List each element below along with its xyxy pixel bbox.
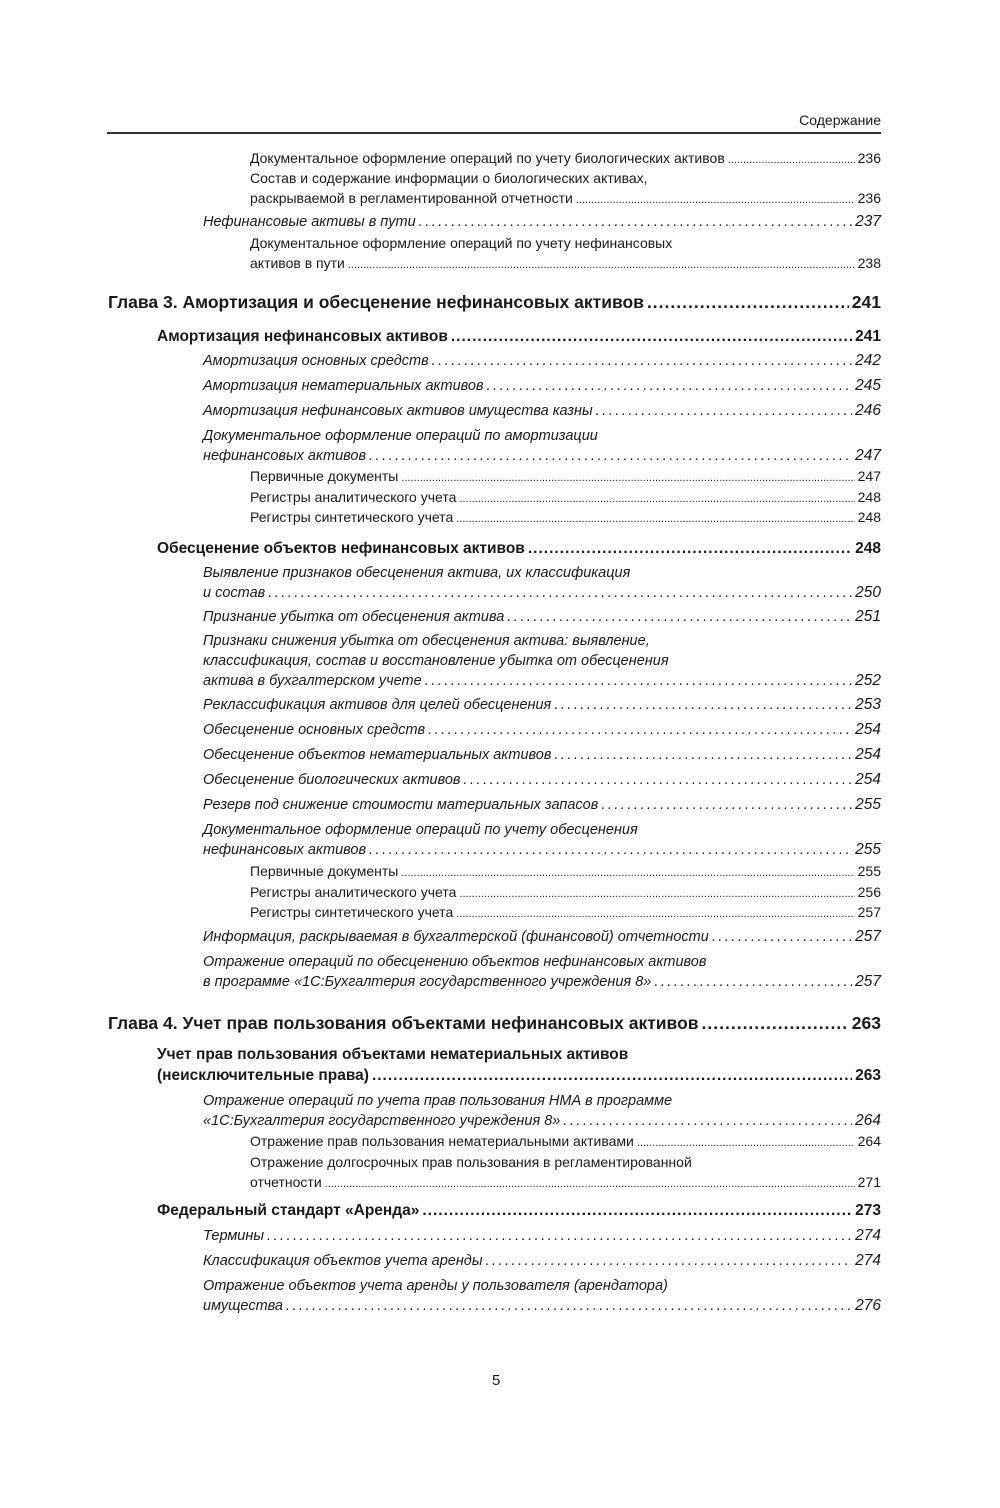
entry-title: Состав и содержание информации о биологических активах, xyxy=(250,170,648,186)
entry-title: и состав xyxy=(203,585,266,601)
entry-page: 274 xyxy=(855,1252,881,1269)
toc-section xyxy=(157,1200,881,1221)
dot-leader xyxy=(487,376,853,396)
toc-item xyxy=(250,902,881,922)
entry-title: Регистры аналитического учета xyxy=(250,884,457,900)
running-header: Содержание xyxy=(799,112,881,128)
toc-item xyxy=(250,507,881,527)
entry-line xyxy=(203,972,881,992)
toc-subsection xyxy=(203,212,881,232)
entry-title: Термины xyxy=(203,1228,264,1244)
entry-page: 236 xyxy=(857,150,881,166)
entry-line xyxy=(203,1091,881,1111)
entry-line xyxy=(203,631,881,651)
entry-title: актива в бухгалтерском учете xyxy=(203,673,422,689)
entry-title: Документальное оформление операций по учету биологических активов xyxy=(250,150,725,166)
dot-leader xyxy=(576,188,855,208)
entry-title: Отражение операций по учета прав пользования НМА в программе xyxy=(203,1093,673,1109)
entry-page: 276 xyxy=(855,1297,881,1314)
entry-line xyxy=(157,326,881,347)
entry-title: Нефинансовые активы в пути xyxy=(203,214,416,230)
header-rule xyxy=(107,132,881,134)
dot-leader xyxy=(348,253,855,273)
entry-title: в программе «1С:Бухгалтерия государственного учреждения 8» xyxy=(203,974,652,990)
entry-line xyxy=(250,233,881,253)
toc-subsection xyxy=(203,770,881,790)
entry-line xyxy=(250,253,881,273)
entry-title: Документальное оформление операций по учету нефинансовых xyxy=(250,235,673,251)
entry-line xyxy=(203,446,881,466)
dot-leader xyxy=(401,466,854,486)
toc-subsection xyxy=(203,952,881,992)
dot-leader xyxy=(596,401,852,421)
toc-subsection xyxy=(203,351,881,371)
dot-leader xyxy=(507,607,852,627)
entry-title: Выявление признаков обесценения актива, их классификация xyxy=(203,565,631,581)
entry-title: Классификация объектов учета аренды xyxy=(203,1253,483,1269)
entry-line xyxy=(203,583,881,603)
toc-subsection xyxy=(203,426,881,466)
toc-subsection xyxy=(203,1226,881,1246)
entry-page: 242 xyxy=(855,352,881,369)
dot-leader xyxy=(369,840,852,860)
dot-leader xyxy=(464,770,853,790)
entry-title: Обесценение биологических активов xyxy=(203,772,461,788)
entry-title: Отражение прав пользования нематериальными активами xyxy=(250,1133,634,1149)
entry-line xyxy=(203,212,881,232)
entry-page: 255 xyxy=(855,841,881,858)
toc-item xyxy=(250,1131,881,1151)
entry-page: 254 xyxy=(855,721,881,738)
entry-page: 264 xyxy=(855,1112,881,1129)
toc-item xyxy=(250,861,881,881)
dot-leader xyxy=(267,1226,852,1246)
entry-page: 254 xyxy=(855,771,881,788)
entry-line xyxy=(250,487,881,507)
entry-line xyxy=(203,1296,881,1316)
entry-page: 256 xyxy=(857,884,881,900)
dot-leader xyxy=(372,1065,852,1086)
entry-title: Документальное оформление операций по учету обесценения xyxy=(203,822,638,838)
entry-page: 271 xyxy=(857,1174,881,1190)
entry-title: Признаки снижения убытка от обесценения актива: выявление, xyxy=(203,633,650,649)
toc-item xyxy=(250,466,881,486)
entry-page: 250 xyxy=(855,584,881,601)
entry-page: 236 xyxy=(857,190,881,206)
dot-leader xyxy=(459,882,854,902)
toc-subsection xyxy=(203,927,881,947)
entry-page: 251 xyxy=(855,608,881,625)
entry-line xyxy=(203,651,881,671)
dot-leader xyxy=(401,861,854,881)
entry-page: 257 xyxy=(855,928,881,945)
entry-page: 274 xyxy=(855,1227,881,1244)
entry-line xyxy=(250,1131,881,1151)
toc-subsection xyxy=(203,563,881,603)
entry-line xyxy=(203,745,881,765)
entry-title: Амортизация нематериальных активов xyxy=(203,378,484,394)
entry-line xyxy=(203,952,881,972)
toc-section xyxy=(157,1044,881,1086)
page-number: 5 xyxy=(492,1372,501,1389)
entry-title: Резерв под снижение стоимости материальных запасов xyxy=(203,797,599,813)
entry-line xyxy=(203,671,881,691)
entry-title: Обесценение основных средств xyxy=(203,722,426,738)
entry-title: Реклассификация активов для целей обесценения xyxy=(203,697,552,713)
entry-line xyxy=(250,1152,881,1172)
entry-line xyxy=(203,563,881,583)
toc-chapter xyxy=(108,1011,881,1035)
toc-subsection xyxy=(203,1251,881,1271)
entry-title: Отражение долгосрочных прав пользования в регламентированной xyxy=(250,1154,692,1170)
entry-title: (неисключительные права) xyxy=(157,1067,369,1084)
entry-line xyxy=(157,1065,881,1086)
entry-page: 257 xyxy=(855,973,881,990)
toc-item xyxy=(250,233,881,273)
entry-line xyxy=(250,902,881,922)
entry-line xyxy=(203,1251,881,1271)
entry-page: 237 xyxy=(855,213,881,230)
entry-page: 248 xyxy=(855,540,881,557)
entry-page: 246 xyxy=(855,402,881,419)
entry-line xyxy=(203,401,881,421)
entry-line xyxy=(250,148,881,168)
toc-item xyxy=(250,882,881,902)
dot-leader xyxy=(325,1172,855,1192)
entry-line xyxy=(203,1111,881,1131)
entry-title: Федеральный стандарт «Аренда» xyxy=(157,1202,420,1219)
toc-subsection xyxy=(203,820,881,860)
toc-subsection xyxy=(203,745,881,765)
dot-leader xyxy=(486,1251,853,1271)
dot-leader xyxy=(286,1296,852,1316)
entry-title: Отражение объектов учета аренды у пользователя (арендатора) xyxy=(203,1278,668,1294)
entry-title: Документальное оформление операций по амортизации xyxy=(203,428,598,444)
dot-leader xyxy=(702,1011,849,1035)
dot-leader xyxy=(647,290,849,314)
toc-item xyxy=(250,148,881,168)
dot-leader xyxy=(456,902,854,922)
entry-page: 263 xyxy=(855,1067,881,1084)
dot-leader xyxy=(268,583,852,603)
toc-subsection xyxy=(203,376,881,396)
dot-leader xyxy=(528,538,852,559)
toc-subsection xyxy=(203,401,881,421)
entry-page: 255 xyxy=(857,863,881,879)
entry-title: Первичные документы xyxy=(250,863,399,879)
entry-page: 254 xyxy=(855,746,881,763)
entry-page: 247 xyxy=(855,447,881,464)
entry-page: 241 xyxy=(855,328,881,345)
dot-leader xyxy=(654,972,852,992)
dot-leader xyxy=(369,446,852,466)
entry-page: 273 xyxy=(855,1202,881,1219)
entry-title: Обесценение объектов нефинансовых активов xyxy=(157,540,525,557)
entry-page: 241 xyxy=(851,292,881,312)
entry-title: Информация, раскрываемая в бухгалтерской (финансовой) отчетности xyxy=(203,929,709,945)
entry-title: Амортизация нефинансовых активов имущества казны xyxy=(203,403,593,419)
entry-page: 255 xyxy=(855,796,881,813)
toc-subsection xyxy=(203,695,881,715)
dot-leader xyxy=(428,720,852,740)
toc-subsection xyxy=(203,607,881,627)
entry-line xyxy=(250,168,881,188)
dot-leader xyxy=(432,351,852,371)
entry-title: Регистры аналитического учета xyxy=(250,489,457,505)
entry-line xyxy=(203,720,881,740)
entry-line xyxy=(203,770,881,790)
dot-leader xyxy=(459,487,854,507)
entry-line xyxy=(203,927,881,947)
entry-title: Учет прав пользования объектами нематериальных активов xyxy=(157,1046,629,1063)
entry-line xyxy=(250,507,881,527)
entry-title: Амортизация нефинансовых активов xyxy=(157,328,448,345)
dot-leader xyxy=(419,212,852,232)
entry-line xyxy=(108,290,881,314)
entry-title: Глава 4. Учет прав пользования объектами нефинансовых активов xyxy=(108,1013,699,1033)
entry-line xyxy=(203,351,881,371)
entry-line xyxy=(203,795,881,815)
entry-title: имущества xyxy=(203,1298,283,1314)
entry-page: 264 xyxy=(857,1133,881,1149)
entry-page: 263 xyxy=(851,1013,881,1033)
dot-leader xyxy=(425,671,852,691)
entry-line xyxy=(157,538,881,559)
entry-title: «1С:Бухгалтерия государственного учреждения 8» xyxy=(203,1113,561,1129)
entry-line xyxy=(203,820,881,840)
entry-line xyxy=(250,188,881,208)
entry-title: отчетности xyxy=(250,1174,322,1190)
entry-title: Регистры синтетического учета xyxy=(250,509,454,525)
entry-title: Признание убытка от обесценения актива xyxy=(203,609,505,625)
toc-subsection xyxy=(203,720,881,740)
toc-item xyxy=(250,487,881,507)
dot-leader xyxy=(456,507,854,527)
dot-leader xyxy=(554,695,852,715)
entry-title: Первичные документы xyxy=(250,468,399,484)
entry-line xyxy=(250,861,881,881)
entry-page: 238 xyxy=(857,255,881,271)
entry-title: Амортизация основных средств xyxy=(203,353,429,369)
dot-leader xyxy=(451,326,852,347)
toc-subsection xyxy=(203,631,881,691)
entry-line xyxy=(108,1011,881,1035)
entry-title: классификация, состав и восстановление убытка от обесценения xyxy=(203,653,669,669)
dot-leader xyxy=(554,745,852,765)
entry-line xyxy=(203,840,881,860)
entry-title: Обесценение объектов нематериальных активов xyxy=(203,747,552,763)
dot-leader xyxy=(601,795,852,815)
toc-chapter xyxy=(108,290,881,314)
entry-title: Глава 3. Амортизация и обесценение нефинансовых активов xyxy=(108,292,644,312)
entry-title: Отражение операций по обесценению объектов нефинансовых активов xyxy=(203,954,707,970)
dot-leader xyxy=(422,1200,852,1221)
toc-item xyxy=(250,168,881,208)
entry-title: нефинансовых активов xyxy=(203,448,367,464)
entry-page: 252 xyxy=(855,672,881,689)
entry-line xyxy=(157,1200,881,1221)
dot-leader xyxy=(637,1131,855,1151)
entry-line xyxy=(250,882,881,902)
entry-line xyxy=(157,1044,881,1065)
toc-subsection xyxy=(203,1091,881,1131)
entry-line xyxy=(203,1226,881,1246)
toc-item xyxy=(250,1152,881,1192)
entry-page: 247 xyxy=(857,468,881,484)
entry-page: 257 xyxy=(857,904,881,920)
entry-line xyxy=(203,1276,881,1296)
entry-title: активов в пути xyxy=(250,255,345,271)
entry-title: Регистры синтетического учета xyxy=(250,904,454,920)
toc-section xyxy=(157,538,881,559)
entry-page: 248 xyxy=(857,489,881,505)
toc-section xyxy=(157,326,881,347)
entry-title: нефинансовых активов xyxy=(203,842,367,858)
toc-subsection xyxy=(203,1276,881,1316)
entry-title: раскрываемой в регламентированной отчетности xyxy=(250,190,573,206)
dot-leader xyxy=(712,927,852,947)
entry-page: 248 xyxy=(857,509,881,525)
entry-line xyxy=(203,376,881,396)
entry-line xyxy=(203,607,881,627)
entry-line xyxy=(203,426,881,446)
entry-line xyxy=(250,466,881,486)
dot-leader xyxy=(563,1111,852,1131)
entry-page: 245 xyxy=(855,377,881,394)
dot-leader xyxy=(728,148,855,168)
entry-line xyxy=(203,695,881,715)
toc-subsection xyxy=(203,795,881,815)
entry-line xyxy=(250,1172,881,1192)
entry-page: 253 xyxy=(855,696,881,713)
